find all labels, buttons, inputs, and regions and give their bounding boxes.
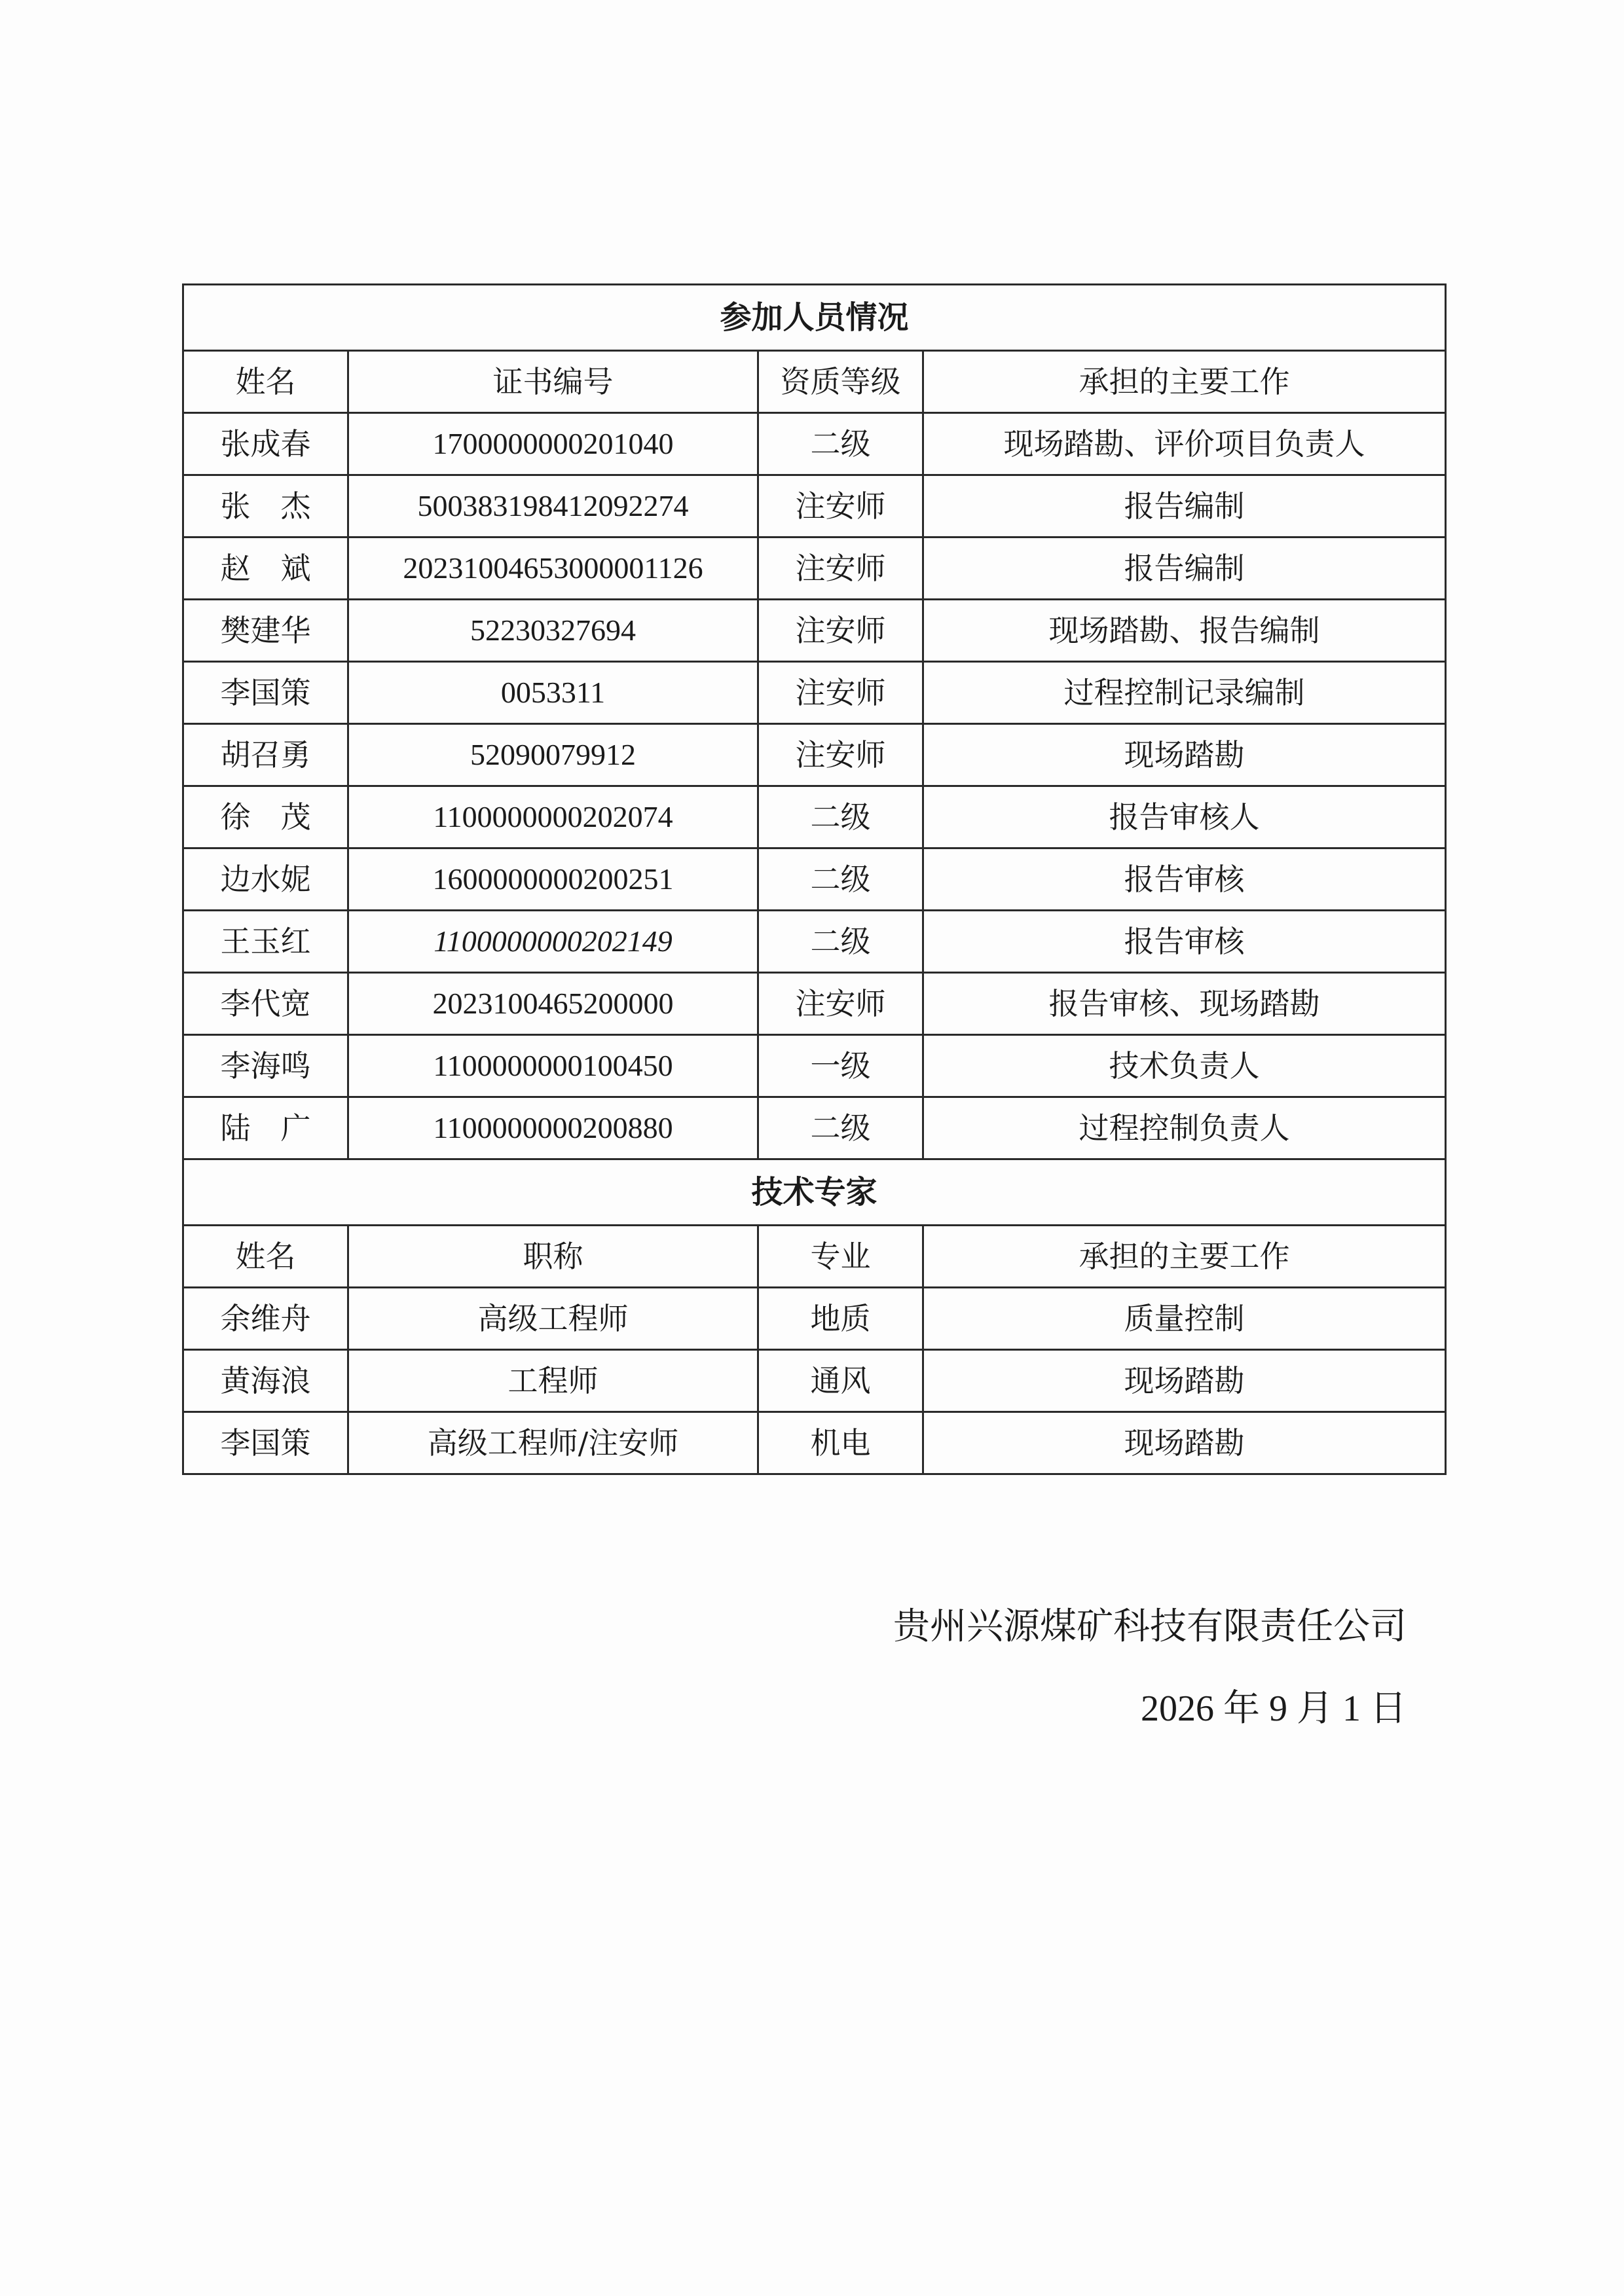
cell-cert: 1100000000200880 <box>348 1097 758 1159</box>
header-major: 专业 <box>758 1226 923 1288</box>
header-level: 资质等级 <box>758 351 923 413</box>
cell-work: 报告编制 <box>923 538 1446 600</box>
cell-work: 现场踏勘、报告编制 <box>923 600 1446 662</box>
header-name: 姓名 <box>183 1226 348 1288</box>
cell-work: 过程控制记录编制 <box>923 662 1446 724</box>
cell-name: 张成春 <box>183 413 348 475</box>
cell-name: 陆 广 <box>183 1097 348 1159</box>
header-cert: 证书编号 <box>348 351 758 413</box>
section-title-row <box>183 285 1446 351</box>
header-title: 职称 <box>348 1226 758 1288</box>
cell-cert: 1700000000201040 <box>348 413 758 475</box>
company-name: 贵州兴源煤矿科技有限责任公司 <box>893 1605 1407 1648</box>
cell-work: 报告编制 <box>923 475 1446 538</box>
cell-name: 赵 斌 <box>183 538 348 600</box>
personnel-table <box>182 283 1447 1475</box>
cell-name: 王玉红 <box>183 911 348 973</box>
table-row <box>183 1288 1446 1350</box>
header-row <box>183 351 1446 413</box>
cell-work: 过程控制负责人 <box>923 1097 1446 1159</box>
cell-work: 报告审核、现场踏勘 <box>923 973 1446 1035</box>
cell-level: 二级 <box>758 911 923 973</box>
cell-work: 报告审核 <box>923 911 1446 973</box>
cell-work: 现场踏勘 <box>923 1350 1446 1412</box>
cell-work: 现场踏勘 <box>923 724 1446 786</box>
cell-cert: 1100000000100450 <box>348 1035 758 1097</box>
cell-work: 技术负责人 <box>923 1035 1446 1097</box>
cell-level: 二级 <box>758 848 923 911</box>
cell-level: 注安师 <box>758 724 923 786</box>
header-row <box>183 1226 1446 1288</box>
header-work: 承担的主要工作 <box>923 1226 1446 1288</box>
table-row <box>183 1097 1446 1159</box>
cell-name: 余维舟 <box>183 1288 348 1350</box>
table-row <box>183 1035 1446 1097</box>
document-date: 2026 年 9 月 1 日 <box>1141 1688 1407 1729</box>
cell-level: 注安师 <box>758 475 923 538</box>
cell-work: 现场踏勘 <box>923 1412 1446 1474</box>
table-row <box>183 600 1446 662</box>
table-row <box>183 848 1446 911</box>
header-work: 承担的主要工作 <box>923 351 1446 413</box>
table-row <box>183 538 1446 600</box>
cell-name: 樊建华 <box>183 600 348 662</box>
cell-major: 机电 <box>758 1412 923 1474</box>
cell-level: 注安师 <box>758 662 923 724</box>
table-row <box>183 662 1446 724</box>
cell-title: 高级工程师/注安师 <box>348 1412 758 1474</box>
table-row <box>183 911 1446 973</box>
section-title-participants: 参加人员情况 <box>183 285 1446 351</box>
cell-cert: 500383198412092274 <box>348 475 758 538</box>
cell-cert: 0053311 <box>348 662 758 724</box>
cell-name: 李国策 <box>183 1412 348 1474</box>
section-title-experts: 技术专家 <box>183 1159 1446 1226</box>
cell-level: 注安师 <box>758 600 923 662</box>
table-row <box>183 1350 1446 1412</box>
header-name: 姓名 <box>183 351 348 413</box>
cell-title: 高级工程师 <box>348 1288 758 1350</box>
cell-title: 工程师 <box>348 1350 758 1412</box>
cell-name: 李国策 <box>183 662 348 724</box>
cell-name: 张 杰 <box>183 475 348 538</box>
cell-cert: 52230327694 <box>348 600 758 662</box>
cell-level: 二级 <box>758 413 923 475</box>
cell-name: 李代宽 <box>183 973 348 1035</box>
table-row <box>183 413 1446 475</box>
cell-work: 报告审核 <box>923 848 1446 911</box>
cell-level: 注安师 <box>758 538 923 600</box>
cell-cert: 1100000000202149 <box>348 911 758 973</box>
cell-level: 一级 <box>758 1035 923 1097</box>
table-row <box>183 973 1446 1035</box>
cell-level: 二级 <box>758 1097 923 1159</box>
cell-level: 注安师 <box>758 973 923 1035</box>
table-row <box>183 786 1446 848</box>
cell-work: 质量控制 <box>923 1288 1446 1350</box>
cell-name: 黄海浪 <box>183 1350 348 1412</box>
table-row <box>183 475 1446 538</box>
cell-cert: 2023100465200000 <box>348 973 758 1035</box>
table-row <box>183 724 1446 786</box>
personnel-table-body <box>183 285 1446 1474</box>
cell-cert: 1100000000202074 <box>348 786 758 848</box>
cell-major: 地质 <box>758 1288 923 1350</box>
cell-level: 二级 <box>758 786 923 848</box>
cell-cert: 52090079912 <box>348 724 758 786</box>
cell-cert: 20231004653000001126 <box>348 538 758 600</box>
cell-work: 现场踏勘、评价项目负责人 <box>923 413 1446 475</box>
cell-name: 徐 茂 <box>183 786 348 848</box>
cell-name: 李海鸣 <box>183 1035 348 1097</box>
cell-name: 胡召勇 <box>183 724 348 786</box>
cell-major: 通风 <box>758 1350 923 1412</box>
cell-name: 边水妮 <box>183 848 348 911</box>
section-title-row <box>183 1159 1446 1226</box>
table-row <box>183 1412 1446 1474</box>
cell-cert: 1600000000200251 <box>348 848 758 911</box>
cell-work: 报告审核人 <box>923 786 1446 848</box>
